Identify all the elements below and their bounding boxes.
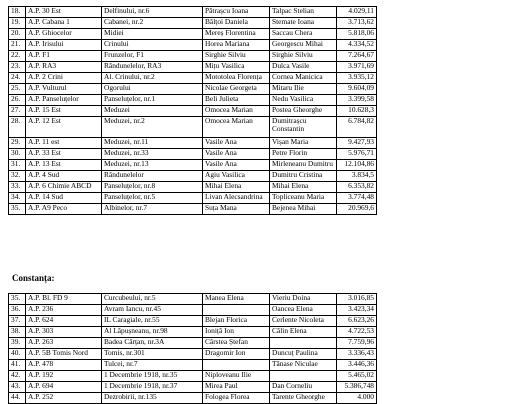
section-heading: Constanța: bbox=[12, 273, 55, 283]
administrator-cell: Stemate Ioana bbox=[270, 18, 337, 29]
association-cell: A.P. 694 bbox=[26, 382, 102, 393]
administrator-cell: Cerlente Nicoleta bbox=[270, 316, 337, 327]
table-row bbox=[9, 18, 377, 29]
table-row bbox=[9, 182, 377, 193]
administrator-cell: Vișan Maria bbox=[270, 138, 337, 149]
president-cell: Ioniță Ion bbox=[203, 327, 270, 338]
row-number-cell: 26. bbox=[9, 95, 26, 106]
row-number-cell: 19. bbox=[9, 18, 26, 29]
address-cell: IL Caragiale, nr.55 bbox=[102, 316, 203, 327]
administrator-cell: Duncuț Paulina bbox=[270, 349, 337, 360]
row-number-cell: 25. bbox=[9, 84, 26, 95]
amount-cell: 3.774,48 bbox=[337, 193, 377, 204]
table-row bbox=[9, 305, 377, 316]
administrator-cell: Sirghie Silviu bbox=[270, 51, 337, 62]
association-cell: A.P. 15 Est bbox=[26, 106, 102, 117]
address-cell: Meduzei, nr.33 bbox=[102, 149, 203, 160]
table-row bbox=[9, 117, 377, 138]
address-cell: Al Lăpușneanu, nr.98 bbox=[102, 327, 203, 338]
president-cell: Sirghie Silviu bbox=[203, 51, 270, 62]
address-cell: Cabanei, nr.2 bbox=[102, 18, 203, 29]
president-cell bbox=[203, 305, 270, 316]
administrator-cell: Vieriu Doina bbox=[270, 294, 337, 305]
president-cell: Vasile Ana bbox=[203, 149, 270, 160]
administrator-cell: Mirleneanu Dumitru bbox=[270, 160, 337, 171]
administrator-cell: Saccau Chera bbox=[270, 29, 337, 40]
association-cell: A.P. F1 bbox=[26, 51, 102, 62]
association-cell: A.P. 11 est bbox=[26, 138, 102, 149]
association-cell: A.P. 13 Est bbox=[26, 160, 102, 171]
association-cell: A.P. A9 Peco bbox=[26, 204, 102, 215]
administrator-cell: Georgescu Mihai bbox=[270, 40, 337, 51]
address-cell: Tomis, nr.301 bbox=[102, 349, 203, 360]
president-cell: Livan Alecsandrina bbox=[203, 193, 270, 204]
association-cell: A.P. 14 Sud bbox=[26, 193, 102, 204]
table-row bbox=[9, 95, 377, 106]
row-number-cell: 33. bbox=[9, 182, 26, 193]
address-cell: Dezrobirii, nr.135 bbox=[102, 393, 203, 404]
table-row bbox=[9, 193, 377, 204]
address-cell: Ogorului bbox=[102, 84, 203, 95]
association-cell: A.P. Cabana 1 bbox=[26, 18, 102, 29]
table-row bbox=[9, 73, 377, 84]
association-cell: A.P. 4 Sud bbox=[26, 171, 102, 182]
administrator-cell: Dulca Vasile bbox=[270, 62, 337, 73]
table-row bbox=[9, 7, 377, 18]
row-number-cell: 34. bbox=[9, 193, 26, 204]
association-cell: A.P. 303 bbox=[26, 327, 102, 338]
table-row bbox=[9, 360, 377, 371]
amount-cell: 9.427,93 bbox=[337, 138, 377, 149]
table-row bbox=[9, 327, 377, 338]
amount-cell: 6.784,82 bbox=[337, 117, 377, 138]
president-cell: Omocea Marian bbox=[203, 106, 270, 117]
amount-cell: 4.722,53 bbox=[337, 327, 377, 338]
address-cell: Crinului bbox=[102, 40, 203, 51]
row-number-cell: 37. bbox=[9, 316, 26, 327]
table-row bbox=[9, 106, 377, 117]
table-apartment-associations bbox=[8, 6, 377, 215]
amount-cell: 6.353,82 bbox=[337, 182, 377, 193]
association-cell: A.P. Vulturul bbox=[26, 84, 102, 95]
president-cell: Agiu Vasilica bbox=[203, 171, 270, 182]
association-cell: A.P. 252 bbox=[26, 393, 102, 404]
address-cell: Rândunelelor bbox=[102, 171, 203, 182]
table-row bbox=[9, 138, 377, 149]
table-row bbox=[9, 382, 377, 393]
address-cell: Albinelor, nr.7 bbox=[102, 204, 203, 215]
address-cell: Midiei bbox=[102, 29, 203, 40]
address-cell: Al. Crinului, nr.2 bbox=[102, 73, 203, 84]
address-cell: Meduzei, nr.11 bbox=[102, 138, 203, 149]
row-number-cell: 44. bbox=[9, 393, 26, 404]
row-number-cell: 30. bbox=[9, 149, 26, 160]
president-cell: Mihai Elena bbox=[203, 182, 270, 193]
president-cell: Omocea Marian bbox=[203, 117, 270, 138]
amount-cell: 10.628,3 bbox=[337, 106, 377, 117]
amount-cell: 4.000 bbox=[337, 393, 377, 404]
row-number-cell: 38. bbox=[9, 327, 26, 338]
amount-cell: 4.334,52 bbox=[337, 40, 377, 51]
row-number-cell: 35. bbox=[9, 294, 26, 305]
amount-cell: 3.834,5 bbox=[337, 171, 377, 182]
president-cell: Horea Mariana bbox=[203, 40, 270, 51]
row-number-cell: 32. bbox=[9, 171, 26, 182]
association-cell: A.P. 5B Tomis Nord bbox=[26, 349, 102, 360]
row-number-cell: 35. bbox=[9, 204, 26, 215]
table-row bbox=[9, 160, 377, 171]
row-number-cell: 24. bbox=[9, 73, 26, 84]
association-cell: A.P. Ghiocelor bbox=[26, 29, 102, 40]
administrator-cell bbox=[270, 371, 337, 382]
president-cell bbox=[203, 360, 270, 371]
administrator-cell: Talpac Stelian bbox=[270, 7, 337, 18]
president-cell: Bălțoi Daniela bbox=[203, 18, 270, 29]
amount-cell: 7.759,96 bbox=[337, 338, 377, 349]
administrator-cell: Nedu Vasilica bbox=[270, 95, 337, 106]
table-row bbox=[9, 62, 377, 73]
amount-cell: 9.604,09 bbox=[337, 84, 377, 95]
amount-cell: 12.104,86 bbox=[337, 160, 377, 171]
association-cell: A.P. 624 bbox=[26, 316, 102, 327]
president-cell: Mițu Vasilica bbox=[203, 62, 270, 73]
row-number-cell: 29. bbox=[9, 138, 26, 149]
president-cell: Manea Elena bbox=[203, 294, 270, 305]
amount-cell: 20.969,6 bbox=[337, 204, 377, 215]
association-cell: A.P. 6 Chimie ABCD bbox=[26, 182, 102, 193]
table-row bbox=[9, 338, 377, 349]
table-row bbox=[9, 171, 377, 182]
administrator-cell: Călin Elena bbox=[270, 327, 337, 338]
table-row bbox=[9, 51, 377, 62]
president-cell: Mototolea Florența bbox=[203, 73, 270, 84]
association-cell: A.P. 30 Est bbox=[26, 7, 102, 18]
address-cell: Meduzei, nr.2 bbox=[102, 117, 203, 138]
address-cell: Frunzelor, F1 bbox=[102, 51, 203, 62]
amount-cell: 4.029,11 bbox=[337, 7, 377, 18]
table-constanta-associations bbox=[8, 293, 377, 404]
president-cell: Suța Mana bbox=[203, 204, 270, 215]
address-cell: 1 Decembrie 1918, nr.35 bbox=[102, 371, 203, 382]
address-cell: Panseluțelor, nr.1 bbox=[102, 95, 203, 106]
table-row bbox=[9, 371, 377, 382]
association-cell: A.P. 236 bbox=[26, 305, 102, 316]
table-row bbox=[9, 349, 377, 360]
administrator-cell bbox=[270, 338, 337, 349]
amount-cell: 3.423,34 bbox=[337, 305, 377, 316]
row-number-cell: 20. bbox=[9, 29, 26, 40]
president-cell: Blejan Florica bbox=[203, 316, 270, 327]
row-number-cell: 22. bbox=[9, 51, 26, 62]
address-cell: Panseluțelor, nr.5 bbox=[102, 193, 203, 204]
association-cell: A.P. Panseluțelor bbox=[26, 95, 102, 106]
amount-cell: 5.818,06 bbox=[337, 29, 377, 40]
president-cell: Mirea Paul bbox=[203, 382, 270, 393]
association-cell: A.P. Irisului bbox=[26, 40, 102, 51]
administrator-cell: Mihai Elena bbox=[270, 182, 337, 193]
table-row bbox=[9, 29, 377, 40]
table-row bbox=[9, 40, 377, 51]
table-row bbox=[9, 84, 377, 95]
address-cell: Badea Cârțan, nr.3A bbox=[102, 338, 203, 349]
administrator-cell: Topliceanu Maria bbox=[270, 193, 337, 204]
amount-cell: 5.976,71 bbox=[337, 149, 377, 160]
amount-cell: 5.386,748 bbox=[337, 382, 377, 393]
association-cell: A.P. 2 Crini bbox=[26, 73, 102, 84]
amount-cell: 7.264,67 bbox=[337, 51, 377, 62]
administrator-cell: Tarente Gheorghe bbox=[270, 393, 337, 404]
row-number-cell: 43. bbox=[9, 382, 26, 393]
address-cell: Rândunelelor, RA3 bbox=[102, 62, 203, 73]
president-cell: Nicolae Georgeta bbox=[203, 84, 270, 95]
table-row bbox=[9, 294, 377, 305]
row-number-cell: 21. bbox=[9, 40, 26, 51]
association-cell: A.P. 12 Est bbox=[26, 117, 102, 138]
association-cell: A.P. 263 bbox=[26, 338, 102, 349]
amount-cell: 3.336,43 bbox=[337, 349, 377, 360]
table-row bbox=[9, 149, 377, 160]
amount-cell: 5.465,02 bbox=[337, 371, 377, 382]
row-number-cell: 31. bbox=[9, 160, 26, 171]
amount-cell: 3.399,58 bbox=[337, 95, 377, 106]
amount-cell: 6.623,26 bbox=[337, 316, 377, 327]
president-cell: Beli Julieta bbox=[203, 95, 270, 106]
address-cell: Curcubeului, nr.5 bbox=[102, 294, 203, 305]
administrator-cell: Petre Florin bbox=[270, 149, 337, 160]
administrator-cell: Dumitrașcu Constantin bbox=[270, 117, 337, 138]
administrator-cell: Dan Corneliu bbox=[270, 382, 337, 393]
amount-cell: 3.713,62 bbox=[337, 18, 377, 29]
amount-cell: 3.971,69 bbox=[337, 62, 377, 73]
row-number-cell: 42. bbox=[9, 371, 26, 382]
address-cell: 1 Decembrie 1918, nr.37 bbox=[102, 382, 203, 393]
president-cell: Vasile Ana bbox=[203, 138, 270, 149]
row-number-cell: 36. bbox=[9, 305, 26, 316]
address-cell: Panseluțelor, nr.8 bbox=[102, 182, 203, 193]
administrator-cell: Oancea Elena bbox=[270, 305, 337, 316]
administrator-cell: Bejenea Mihai bbox=[270, 204, 337, 215]
administrator-cell: Postea Gheorghe bbox=[270, 106, 337, 117]
administrator-cell: Dumitru Cristina bbox=[270, 171, 337, 182]
address-cell: Delfinului, nr.6 bbox=[102, 7, 203, 18]
president-cell: Vasile Ana bbox=[203, 160, 270, 171]
association-cell: A.P. Bl. FD 9 bbox=[26, 294, 102, 305]
address-cell: Meduzei, nr.13 bbox=[102, 160, 203, 171]
president-cell: Pătrașcu Ioana bbox=[203, 7, 270, 18]
address-cell: Meduzei bbox=[102, 106, 203, 117]
administrator-cell: Cornea Manicica bbox=[270, 73, 337, 84]
administrator-cell: Mitaru Ilie bbox=[270, 84, 337, 95]
address-cell: Tulcei, nr.7 bbox=[102, 360, 203, 371]
president-cell: Cârstea Ștefan bbox=[203, 338, 270, 349]
row-number-cell: 23. bbox=[9, 62, 26, 73]
row-number-cell: 18. bbox=[9, 7, 26, 18]
president-cell: Fologea Florea bbox=[203, 393, 270, 404]
president-cell: Mereș Florentina bbox=[203, 29, 270, 40]
row-number-cell: 39. bbox=[9, 338, 26, 349]
administrator-cell: Tănase Niculae bbox=[270, 360, 337, 371]
table-row bbox=[9, 204, 377, 215]
president-cell: Dragomir Ion bbox=[203, 349, 270, 360]
row-number-cell: 28. bbox=[9, 117, 26, 138]
table-row bbox=[9, 393, 377, 404]
table-row bbox=[9, 316, 377, 327]
row-number-cell: 40. bbox=[9, 349, 26, 360]
amount-cell: 3.016,85 bbox=[337, 294, 377, 305]
amount-cell: 3.446,36 bbox=[337, 360, 377, 371]
president-cell: Niploveanu Ilie bbox=[203, 371, 270, 382]
row-number-cell: 41. bbox=[9, 360, 26, 371]
association-cell: A.P. RA3 bbox=[26, 62, 102, 73]
association-cell: A.P. 478 bbox=[26, 360, 102, 371]
address-cell: Avram Iancu, nr.45 bbox=[102, 305, 203, 316]
association-cell: A.P. 192 bbox=[26, 371, 102, 382]
association-cell: A.P. 33 Est bbox=[26, 149, 102, 160]
amount-cell: 3.935,12 bbox=[337, 73, 377, 84]
row-number-cell: 27. bbox=[9, 106, 26, 117]
